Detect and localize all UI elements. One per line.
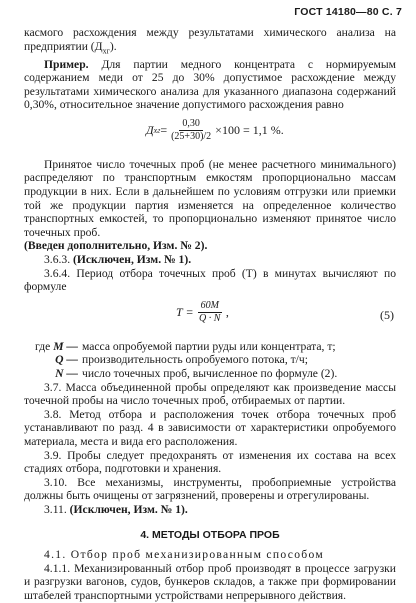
definition-row: Q — производительность опробуемого потока, т/ч; [55, 353, 308, 367]
amendment-note: (Введен дополнительно, Изм. № 2). [24, 239, 208, 253]
paragraph-continuation: касмого расхождения между результатами химического анализа на предприятии $(Д_{хг})$. [24, 26, 396, 55]
subsection-title: 4.1. Отбор проб механизированным способом [44, 548, 325, 562]
example-label: Пример. [44, 57, 89, 71]
document-body [24, 26, 396, 603]
section-title: 4. МЕТОДЫ ОТБОРА ПРОБ [140, 528, 280, 541]
definition-row: где M — масса опробуемой партии руды или концентрата, т; [35, 339, 336, 353]
paragraph-4-1-1: 4.1.1. Механизированный отбор проб производят в процессе загрузки и разгрузки вагонов, судов, бункеров складов, а также при формировании штабелей транспортными устройствами непрерывного действия. [24, 561, 396, 602]
paragraph-3-11: 3.11. (Исключен, Изм. № 1). [44, 502, 188, 516]
paragraph-3-8: 3.8. Метод отбора и расположения точек отбора точечных проб устанавливают по разд. 4 в зависимости от характеристики опробуемого материала, места и вида его расположения. [24, 407, 396, 448]
paragraph-3-6-3: 3.6.3. (Исключен, Изм. № 1). [44, 253, 192, 267]
paragraph-3-7: 3.7. Масса объединенной пробы определяют как произведение массы точечной пробы на число точечных проб, отбираемых от партии. [24, 380, 396, 408]
definition-row: N — число точечных проб, вычисленное по формуле (2). [55, 367, 338, 380]
formula-discrepancy: Д хг = $\frac{0,30}{(25+30)/2}$ ×100 = 1,1 %. [146, 117, 284, 142]
paragraph-example: Пример. Для партии медного концентрата с нормируемым содержанием меди от 25 до 30% допустимое расхождение между результатами химического анализа для указанного диапазона содержаний 0,30%, относительное значение допустимого расхождения равно [24, 57, 396, 112]
fraction: $\frac{0,30}{(25+30)/2}$ [171, 117, 212, 142]
page-header: ГОСТ 14180—80 С. 7 [294, 6, 402, 18]
fraction: $\frac{60M}{Q \cdot N}$ [199, 299, 221, 324]
formula-period: T = $\frac{60M}{Q \cdot N}$ , (5) [176, 299, 394, 324]
paragraph-distribution: Принятое число точечных проб (не менее расчетного минимального) распределяют по транспортным емкостям пропорционально массам продукции в них. Если в дальнейшем по условиям отгрузки или приемки той же продукции партия изменяется на определенное количество транспортных емкостей, то пропорционально изменяют принятое число точечных проб. [24, 157, 396, 239]
paragraph-3-9: 3.9. Пробы следует предохранять от изменения их состава на всех стадиях отбора, подготовки и хранения. [24, 448, 396, 476]
paragraph-3-6-4: 3.6.4. Период отбора точечных проб (T) в минутах вычисляют по формуле [24, 266, 396, 294]
equation-number: (5) [380, 307, 394, 322]
paragraph-3-10: 3.10. Все механизмы, инструменты, пробоприемные устройства должны быть очищены от загрязнений, проверены и отрегулированы. [24, 475, 396, 503]
